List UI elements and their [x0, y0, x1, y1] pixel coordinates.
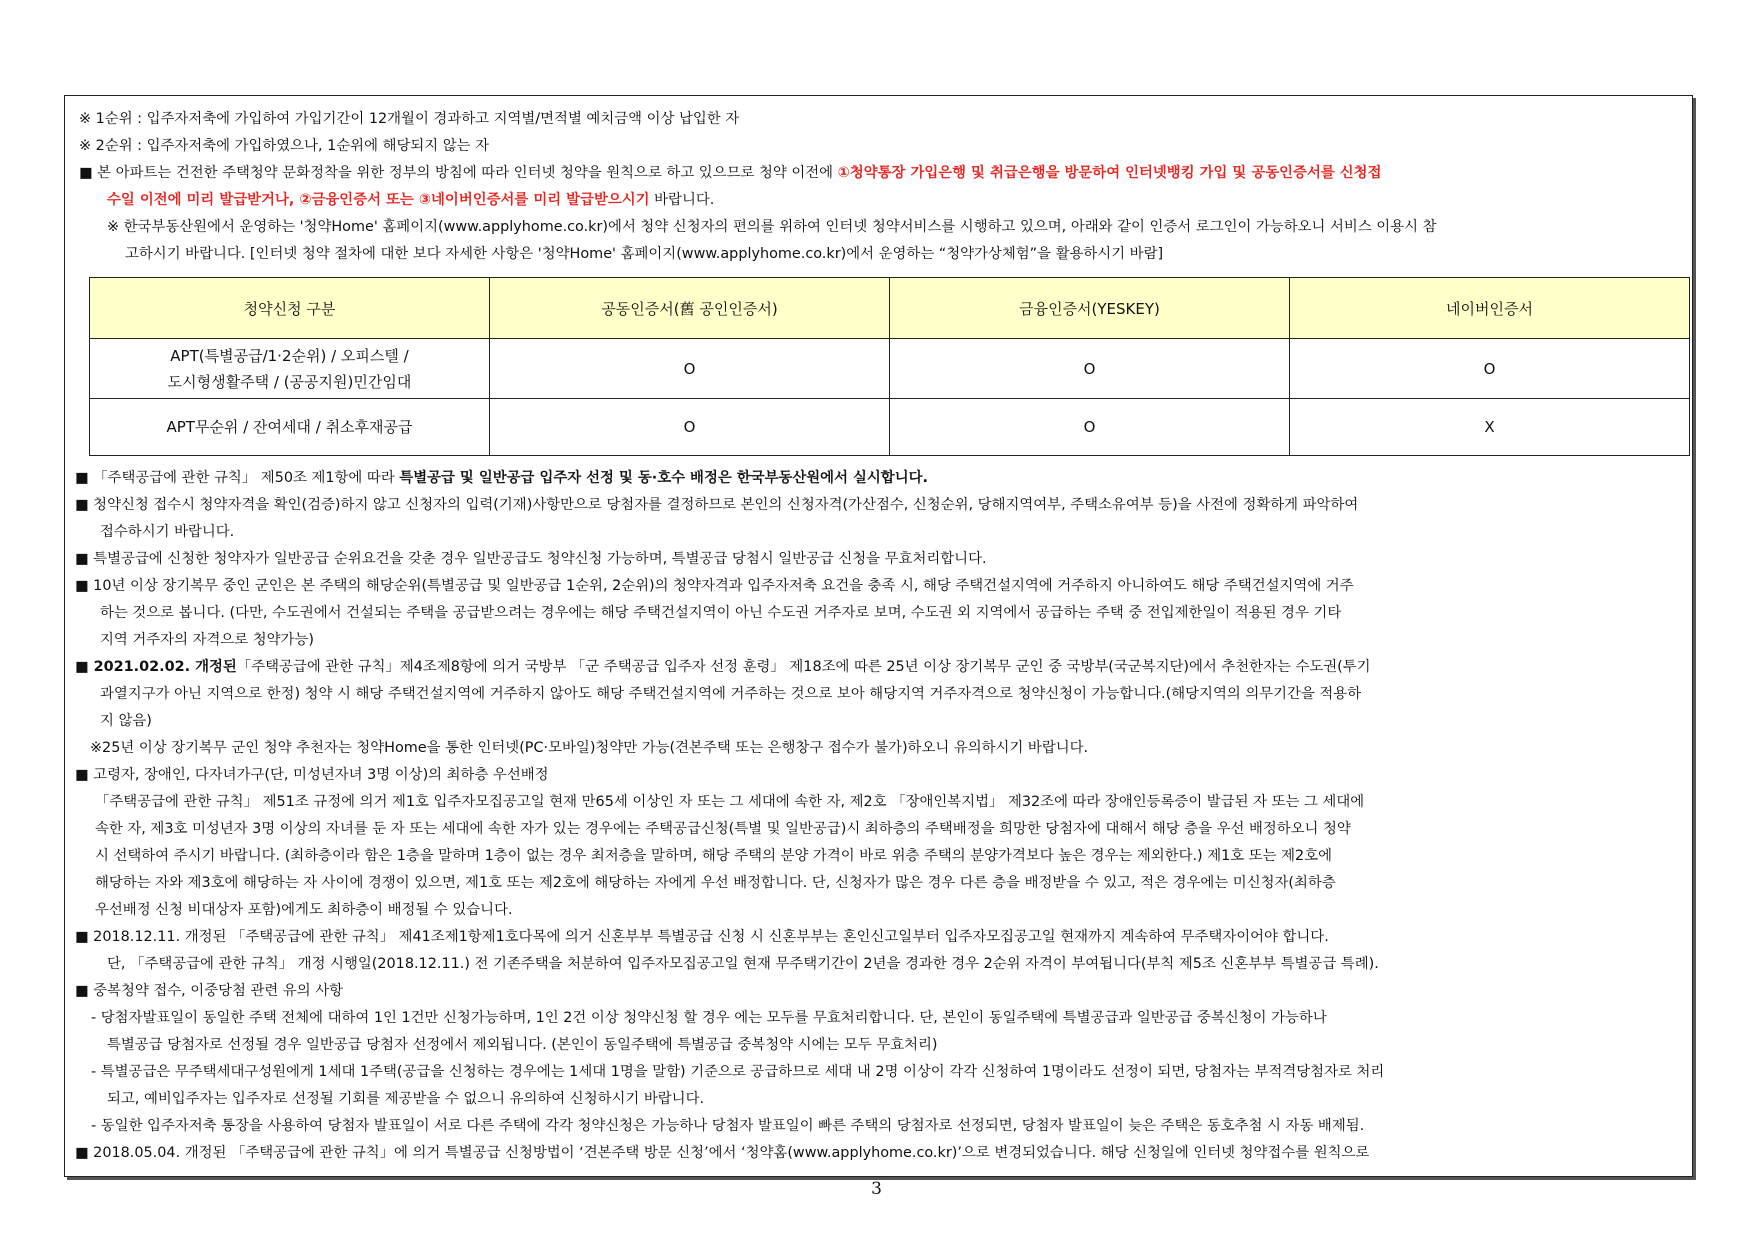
internet-notice-line1 — [75, 160, 1682, 187]
method-change-note: ■ 2018.05.04. 개정된 「주택공급에 관한 규칙」에 의거 특별공급 신청방법이 ‘견본주택 방문 신청’에서 ‘청약홈(www.applyhome.co.kr)’으로 변경되었습니다. 해당 신청일에 인터넷 청약접수를 원칙으로 — [75, 1145, 1370, 1161]
cell-joint: O — [490, 339, 890, 399]
apply-check-line1: ■ 청약신청 접수시 청약자격을 확인(검증)하지 않고 신청자의 입력(기재)사항만으로 당첨자를 결정하므로 본인의 신청자격(가산점수, 신청순위, 당해지역여부, 주택소유여부 등)을 사전에 정확하게 파악하여 — [75, 497, 1359, 513]
duplicate-item3: - 동일한 입주자저축 통장을 사용하여 당첨자 발표일이 서로 다른 주택에 각각 청약신청은 가능하나 당첨자 발표일이 빠른 주택의 당첨자로 선정되면, 당첨자 발표일이 늦은 주택은 동호추첨 시 자동 배제됨. — [91, 1118, 1365, 1134]
internet-notice-highlight2: 수일 이전에 미리 발급받거나, ②금융인증서 또는 ③네이버인증서를 미리 발급받으시기 — [107, 192, 650, 208]
cert-header-type: 청약신청 구분 — [90, 278, 490, 339]
cell-joint: O — [490, 399, 890, 456]
article50-note — [75, 465, 1682, 492]
top-floor-line1: 「주택공급에 관한 규칙」 제51조 규정에 의거 제1호 입주자모집공고일 현재 만65세 이상인 자 또는 그 세대에 속한 자, 제2호 「장애인복지법」 제32조에 따라 장애인등록증이 발급된 자 또는 그 세대에 — [95, 794, 1365, 810]
special-supply-note: ■ 특별공급에 신청한 청약자가 일반공급 순위요건을 갖춘 경우 일반공급도 청약신청 가능하며, 특별공급 당첨시 일반공급 신청을 무효처리합니다. — [75, 551, 987, 567]
military-line2: 하는 것으로 봅니다. (다만, 수도권에서 건설되는 주택을 공급받으려는 경우에는 해당 주택건설지역이 아닌 수도권 거주자로 보며, 수도권 외 지역에서 공급하는 주택 중 전입제한일이 적용된 경우 기타 — [100, 605, 1342, 621]
revision-line2: 과열지구가 아닌 지역으로 한정) 청약 시 해당 주택건설지역에 거주하지 않아도 해당 주택건설지역에 거주하는 것으로 보아 해당지역 거주자격으로 청약신청이 가능합니다.(해당지역의 의무기간을 적용하 — [100, 686, 1362, 702]
revision-line3: 지 않음) — [100, 713, 152, 729]
newlywed-line1: ■ 2018.12.11. 개정된 「주택공급에 관한 규칙」 제41조제1항제1호다목에 의거 신혼부부 특별공급 신청 시 신혼부부는 혼인신고일부터 입주자모집공고일 현재까지 계속하여 무주택자이어야 합니다. — [75, 929, 1329, 945]
cert-header-naver: 네이버인증서 — [1290, 278, 1690, 339]
newlywed-line2: 단, 「주택공급에 관한 규칙」 개정 시행일(2018.12.11.) 전 기존주택을 처분하여 입주자모집공고일 현재 무주택기간이 2년을 경과한 경우 2순위 자격이 부여됩니다(부칙 제5조 신혼부부 특별공급 특례). — [107, 956, 1379, 972]
cell-financial: O — [890, 399, 1290, 456]
notice-frame — [64, 95, 1693, 1177]
row-label-line2: 도시형생활주택 / (공공지원)민간임대 — [167, 372, 412, 391]
duplicate-heading: ■ 중복청약 접수, 이중당첨 관련 유의 사항 — [75, 983, 344, 999]
cert-table — [89, 277, 1690, 456]
article50-bold: 특별공급 및 일반공급 입주자 선정 및 동·호수 배정은 한국부동산원에서 실시합니다. — [399, 470, 928, 486]
duplicate-item2-line1: - 특별공급은 무주택세대구성원에게 1세대 1주택(공급을 신청하는 경우에는 1세대 1명을 말함) 기준으로 공급하므로 세대 내 2명 이상이 각각 신청하여 1명이라도 선정이 되면, 당첨자는 부적격당첨자로 처리 — [91, 1064, 1385, 1080]
article50-text: ■ 「주택공급에 관한 규칙」 제50조 제1항에 따라 — [75, 470, 400, 486]
cert-table-wrap — [89, 277, 1682, 456]
internet-notice-line2 — [75, 187, 1682, 214]
duplicate-item1-line1: - 당첨자발표일이 동일한 주택 전체에 대하여 1인 1건만 신청가능하며, 1인 2건 이상 청약신청 할 경우 에는 모두를 무효처리합니다. 단, 본인이 동일주택에 특별공급과 일반공급 중복신청이 가능하나 — [91, 1010, 1327, 1026]
revision-text: 「주택공급에 관한 규칙」제4조제8항에 의거 국방부 「군 주택공급 입주자 선정 훈령」 제18조에 따른 25년 이상 장기복무 군인 중 국방부(국군복지단)에서 추천한자는 수도권(투기 — [236, 659, 1371, 675]
row-label — [90, 339, 490, 399]
top-floor-line4: 해당하는 자와 제3호에 해당하는 자 사이에 경쟁이 있으면, 제1호 또는 제2호에 해당하는 자에게 우선 배정합니다. 단, 신청자가 많은 경우 다른 층을 배정받을 수 있고, 적은 경우에는 미신청자(최하층 — [95, 875, 1336, 891]
reb-note-line2: 고하시기 바랍니다. [인터넷 청약 절차에 대한 보다 자세한 사항은 '청약Home' 홈페이지(www.applyhome.co.kr)에서 운영하는 “청약가상체험”을 활용하시기 바람] — [125, 246, 1164, 262]
military-line1: ■ 10년 이상 장기복무 중인 군인은 본 주택의 해당순위(특별공급 및 일반공급 1순위, 2순위)의 청약자격과 입주자저축 요건을 충족 시, 해당 주택건설지역에 거주하지 아니하여도 해당 주택건설지역에 거주 — [75, 578, 1354, 594]
notice-content — [75, 106, 1682, 1167]
table-row — [90, 339, 1690, 399]
rank2-note: ※ 2순위 : 입주자저축에 가입하였으나, 1순위에 해당되지 않는 자 — [79, 138, 490, 154]
duplicate-item1-line2: 특별공급 당첨자로 선정될 경우 일반공급 당첨자 선정에서 제외됩니다. (본인이 동일주택에 특별공급 중복청약 시에는 모두 무효처리) — [107, 1037, 938, 1053]
row-label-line1: APT(특별공급/1·2순위) / 오피스텔 / — [170, 346, 409, 365]
duplicate-item2-line2: 되고, 예비입주자는 입주자로 선정될 기회를 제공받을 수 없으니 유의하여 신청하시기 바랍니다. — [107, 1091, 705, 1107]
top-floor-line5: 우선배정 신청 비대상자 포함)에게도 최하층이 배정될 수 있습니다. — [95, 902, 513, 918]
row-label: APT무순위 / 잔여세대 / 취소후재공급 — [90, 399, 490, 456]
cell-financial: O — [890, 339, 1290, 399]
apply-check-line2: 접수하시기 바랍니다. — [100, 524, 235, 540]
rank1-note: ※ 1순위 : 입주자저축에 가입하여 가입기간이 12개월이 경과하고 지역별/면적별 예치금액 이상 납입한 자 — [79, 111, 740, 127]
military-line3: 지역 거주자의 자격으로 청약가능) — [100, 632, 314, 648]
cert-header-joint: 공동인증서(舊 공인인증서) — [490, 278, 890, 339]
top-floor-line3: 시 선택하여 주시기 바랍니다. (최하층이라 함은 1층을 말하며 1층이 없는 경우 최저층을 말하며, 해당 주택의 분양 가격이 바로 위층 주택의 분양가격보다 높은 경우는 제외한다.) 제1호 또는 제2호에 — [95, 848, 1333, 864]
cell-naver: X — [1290, 399, 1690, 456]
table-row — [90, 399, 1690, 456]
internet-notice-text: ■ 본 아파트는 건전한 주택청약 문화정착을 위한 정부의 방침에 따라 인터넷 청약을 원칙으로 하고 있으므로 청약 이전에 — [79, 165, 838, 181]
revision-line1 — [75, 654, 1682, 681]
cert-table-header — [90, 278, 1690, 339]
cell-naver: O — [1290, 339, 1690, 399]
top-floor-heading: ■ 고령자, 장애인, 다자녀가구(단, 미성년자녀 3명 이상)의 최하층 우선배정 — [75, 767, 549, 783]
revision-date: ■ 2021.02.02. 개정된 — [75, 659, 237, 675]
internet-notice-highlight1: ①청약통장 가입은행 및 취급은행을 방문하여 인터넷뱅킹 가입 및 공동인증서를 신청접 — [837, 165, 1382, 181]
reb-note-line1: ※ 한국부동산원에서 운영하는 '청약Home' 홈페이지(www.applyhome.co.kr)에서 청약 신청자의 편의를 위하여 인터넷 청약서비스를 시행하고 있으며, 아래와 같이 인증서 로그인이 가능하오니 서비스 이용시 참 — [107, 219, 1437, 235]
revision-note: ※25년 이상 장기복무 군인 청약 추천자는 청약Home을 통한 인터넷(PC·모바일)청약만 가능(견본주택 또는 은행창구 접수가 불가)하오니 유의하시기 바랍니다. — [90, 740, 1089, 756]
internet-notice-tail: 바랍니다. — [649, 192, 715, 208]
cert-header-financial: 금융인증서(YESKEY) — [890, 278, 1290, 339]
page-number: 3 — [871, 1179, 882, 1199]
top-floor-line2: 속한 자, 제3호 미성년자 3명 이상의 자녀를 둔 자 또는 세대에 속한 자가 있는 경우에는 주택공급신청(특별 및 일반공급)시 최하층의 주택배정을 희망한 당첨자에 대해서 해당 층을 우선 배정하오니 청약 — [95, 821, 1351, 837]
